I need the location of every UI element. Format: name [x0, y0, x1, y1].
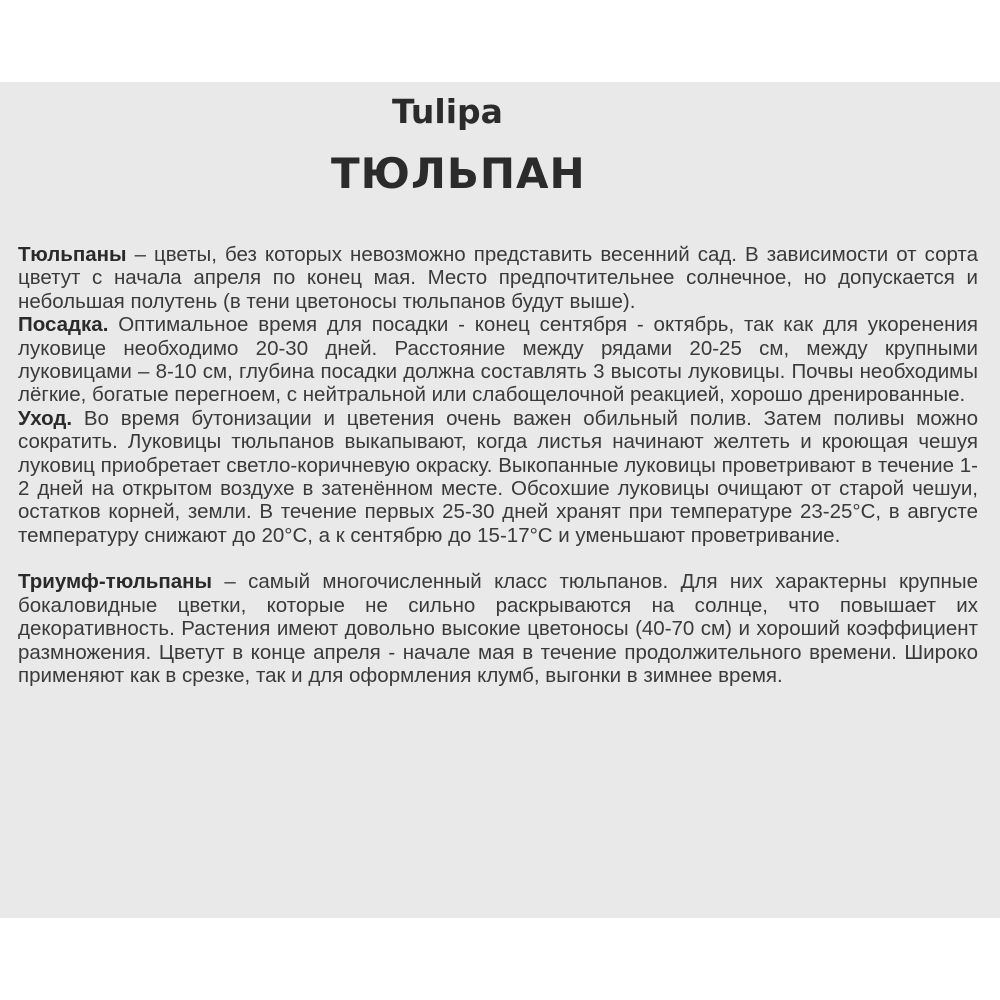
- paragraph-gap: [18, 547, 978, 570]
- triumph-text: – самый многочисленный класс тюльпанов. Для них характерны крупные бокаловидные цветки, которые не сильно раскрываются на солнце, что повышает их декоративность. Растения имеют довольно высокие цветоносы (40-70 см) и хороший коэффициент размножения. Цветут в конце апреля - начале мая в течение продолжительного времени. Широко применяют как в срезке, так и для оформления клумб, выгонки в зимнее время.: [18, 570, 978, 687]
- intro-text: – цветы, без которых невозможно представить весенний сад. В зависимости от сорта цветут с начала апреля по конец мая. Место предпочтительнее солнечное, но допускается и небольшая полутень (в тени цветоносы тюльпанов будут выше).: [18, 243, 978, 313]
- planting-text: Оптимальное время для посадки - конец сентября - октябрь, так как для укоренения луковице необходимо 20-30 дней. Расстояние между рядами 20-25 см, между крупными луковицами – 8-10 см, глубина посадки должна составлять 3 высоты луковицы. Почвы необходимы лёгкие, богатые перегноем, с нейтральной или слабощелочной реакцией, хорошо дренированные.: [18, 313, 978, 407]
- care-paragraph: [18, 407, 978, 547]
- description: [18, 243, 978, 687]
- info-card: [0, 82, 1000, 918]
- triumph-paragraph: [18, 570, 978, 687]
- care-text: Во время бутонизации и цветения очень важен обильный полив. Затем поливы можно сократить. Луковицы тюльпанов выкапывают, когда листья начинают желтеть и кроющая чешуя луковиц приобретает светло-коричневую окраску. Выкопанные луковицы проветривают в течение 1-2 дней на открытом воздухе в затенённом месте. Обсохшие луковицы очищают от старой чешуи, остатков корней, земли. В течение первых 25-30 дней хранят при температуре 23-25°С, в августе температуру снижают до 20°С, а к сентябрю до 15-17°С и уменьшают проветривание.: [18, 406, 978, 547]
- header: [0, 90, 1000, 210]
- latin-name: Tulipa: [392, 92, 503, 131]
- intro-paragraph: [18, 243, 978, 313]
- planting-paragraph: [18, 313, 978, 407]
- russian-name: ТЮЛЬПАН: [331, 149, 586, 198]
- planting-lead: Посадка.: [18, 313, 109, 337]
- care-lead: Уход.: [18, 406, 73, 430]
- intro-lead: Тюльпаны: [18, 243, 127, 266]
- triumph-lead: Триумф-тюльпаны: [18, 570, 212, 594]
